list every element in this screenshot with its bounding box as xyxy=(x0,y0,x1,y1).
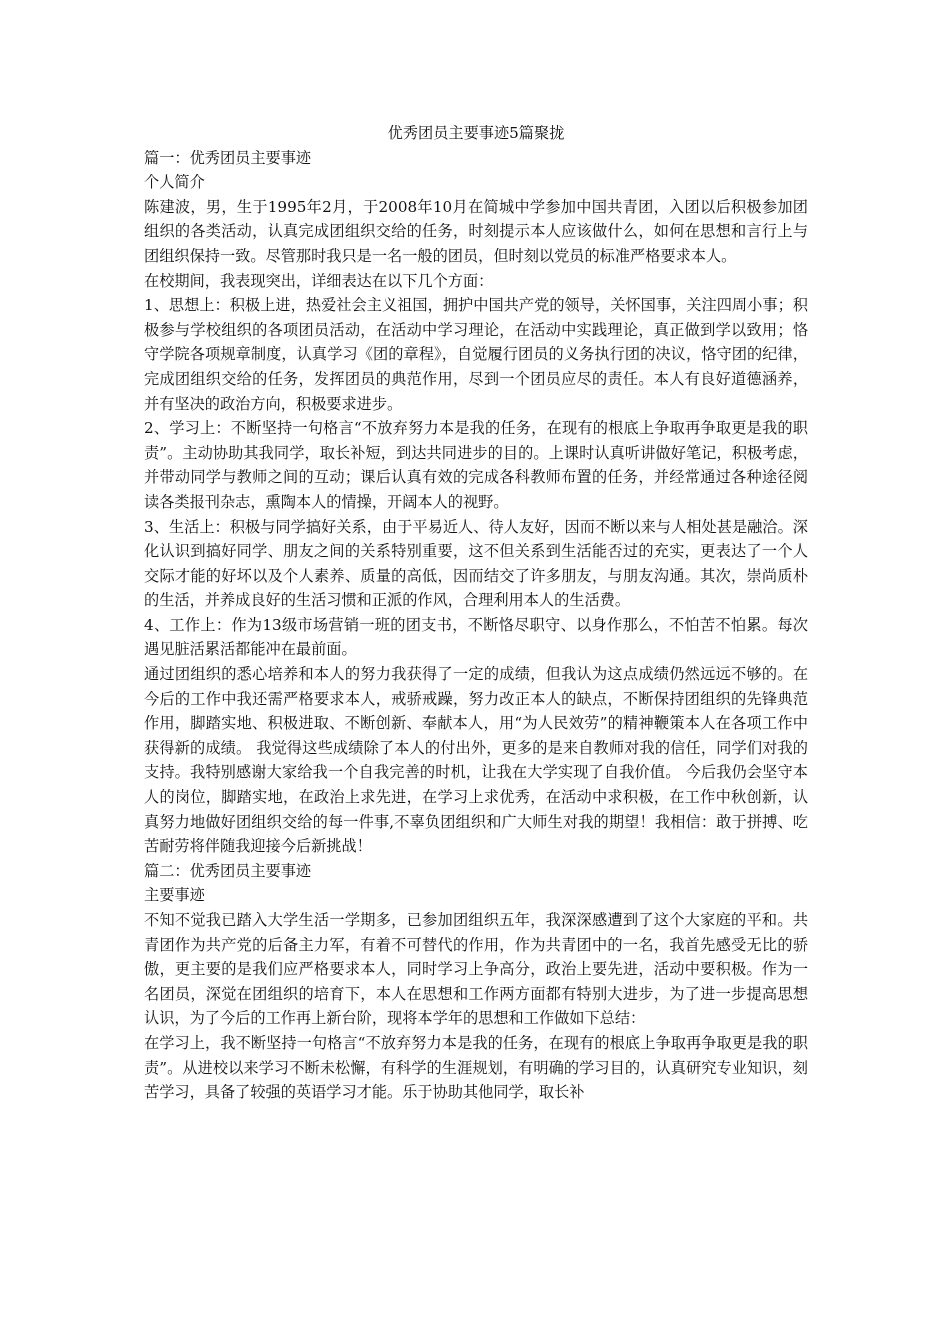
section-heading: 主要事迹 xyxy=(144,886,205,905)
paragraph: 4、工作上：作为13级市场营销一班的团支书，不断恪尽职守、以身作那么，不怕苦不怕累。每次遇见脏活累活都能冲在最前面。 xyxy=(144,615,808,659)
section-heading: 篇二：优秀团员主要事迹 xyxy=(144,861,312,880)
document-title: 优秀团员主要事迹5篇聚拢 xyxy=(387,124,565,142)
paragraph: 1、思想上：积极上进，热爱社会主义祖国，拥护中国共产党的领导，关怀国事，关注四周小事；积极参与学校组织的各项团员活动，在活动中学习理论，在活动中实践理论，真正做到学以致用；恪守学院各项规章制度，认真学习《团的章程》，自觉履行团员的义务执行团的决议，恪守团的纪律，完成团组织交给的任务，发挥团员的典范作用，尽到一个团员应尽的责任。本人有良好道德涵养，并有坚决的政治方向，积极要求进步。 xyxy=(144,296,808,413)
paragraph: 陈建波，男，生于1995年2月，于2008年10月在简城中学参加中国共青团，入团以后积极参加团组织的各类活动，认真完成团组织交给的任务，时刻提示本人应该做什么，如何在思想和言行上与团组织保持一致。尽管那时我只是一名一般的团员，但时刻以党员的标准严格要求本人。 xyxy=(144,197,808,265)
paragraph: 3、生活上：积极与同学搞好关系，由于平易近人、待人友好，因而不断以来与人相处甚是融洽。深化认识到搞好同学、朋友之间的关系特别重要，这不但关系到生活能否过的充实，更表达了一个人交际才能的好坏以及个人素养、质量的高低，因而结交了许多朋友，与朋友沟通。其次，崇尚质朴的生活，并养成良好的生活习惯和正派的作风，合理利用本人的生活费。 xyxy=(144,517,808,610)
paragraph: 2、学习上：不断坚持一句格言“不放弃努力本是我的任务，在现有的根底上争取再争取更是我的职责”。主动协助其我同学，取长补短，到达共同进步的目的。上课时认真听讲做好笔记，积极考虑，并带动同学与教师之间的互动；课后认真有效的完成各科教师布置的任务，并经常通过各种途径阅读各类报刊杂志，熏陶本人的情操，开阔本人的视野。 xyxy=(144,419,808,511)
paragraph: 在校期间，我表现突出，详细表达在以下几个方面： xyxy=(144,271,494,290)
document-body xyxy=(144,121,808,1105)
section-heading: 个人简介 xyxy=(144,173,205,192)
paragraph: 在学习上，我不断坚持一句格言“不放弃努力本是我的任务，在现有的根底上争取再争取更是我的职责”。从进校以来学习不断未松懈，有科学的生涯规划，有明确的学习目的，认真研究专业知识，刻苦学习，具备了较强的英语学习才能。乐于协助其他同学，取长补 xyxy=(144,1033,808,1102)
section-heading: 篇一：优秀团员主要事迹 xyxy=(144,148,312,167)
document-content xyxy=(144,146,808,1105)
paragraph: 不知不觉我已踏入大学生活一学期多，已参加团组织五年，我深深感遭到了这个大家庭的平和。共青团作为共产党的后备主力军，有着不可替代的作用，作为共青团中的一名，我首先感受无比的骄傲，更主要的是我们应严格要求本人，同时学习上争高分，政治上要先进，活动中要积极。作为一名团员，深觉在团组织的培育下，本人在思想和工作两方面都有特别大进步，为了进一步提高思想认识，为了今后的工作再上新台阶，现将本学年的思想和工作做如下总结： xyxy=(144,911,808,1028)
paragraph: 通过团组织的悉心培养和本人的努力我获得了一定的成绩，但我认为这点成绩仍然远远不够的。在今后的工作中我还需严格要求本人，戒骄戒躁，努力改正本人的缺点，不断保持团组织的先锋典范作用，脚踏实地、积极进取、不断创新、奉献本人，用“为人民效劳”的精神鞭策本人在各项工作中获得新的成绩。 我觉得这些成绩除了本人的付出外，更多的是来自教师对我的信任，同学们对我的支持。我特别感谢大家给我一个自我完善的时机，让我在大学实现了自我价值。 今后我仍会坚守本人的岗位，脚踏实地，在政治上求先进，在学习上求优秀，在活动中求积极，在工作中秋创新，认真努力地做好团组织交给的每一件事,不辜负团组织和广大师生对我的期望！我相信：敢于拼搏、吃苦耐劳将伴随我迎接今后新挑战！ xyxy=(144,665,808,856)
